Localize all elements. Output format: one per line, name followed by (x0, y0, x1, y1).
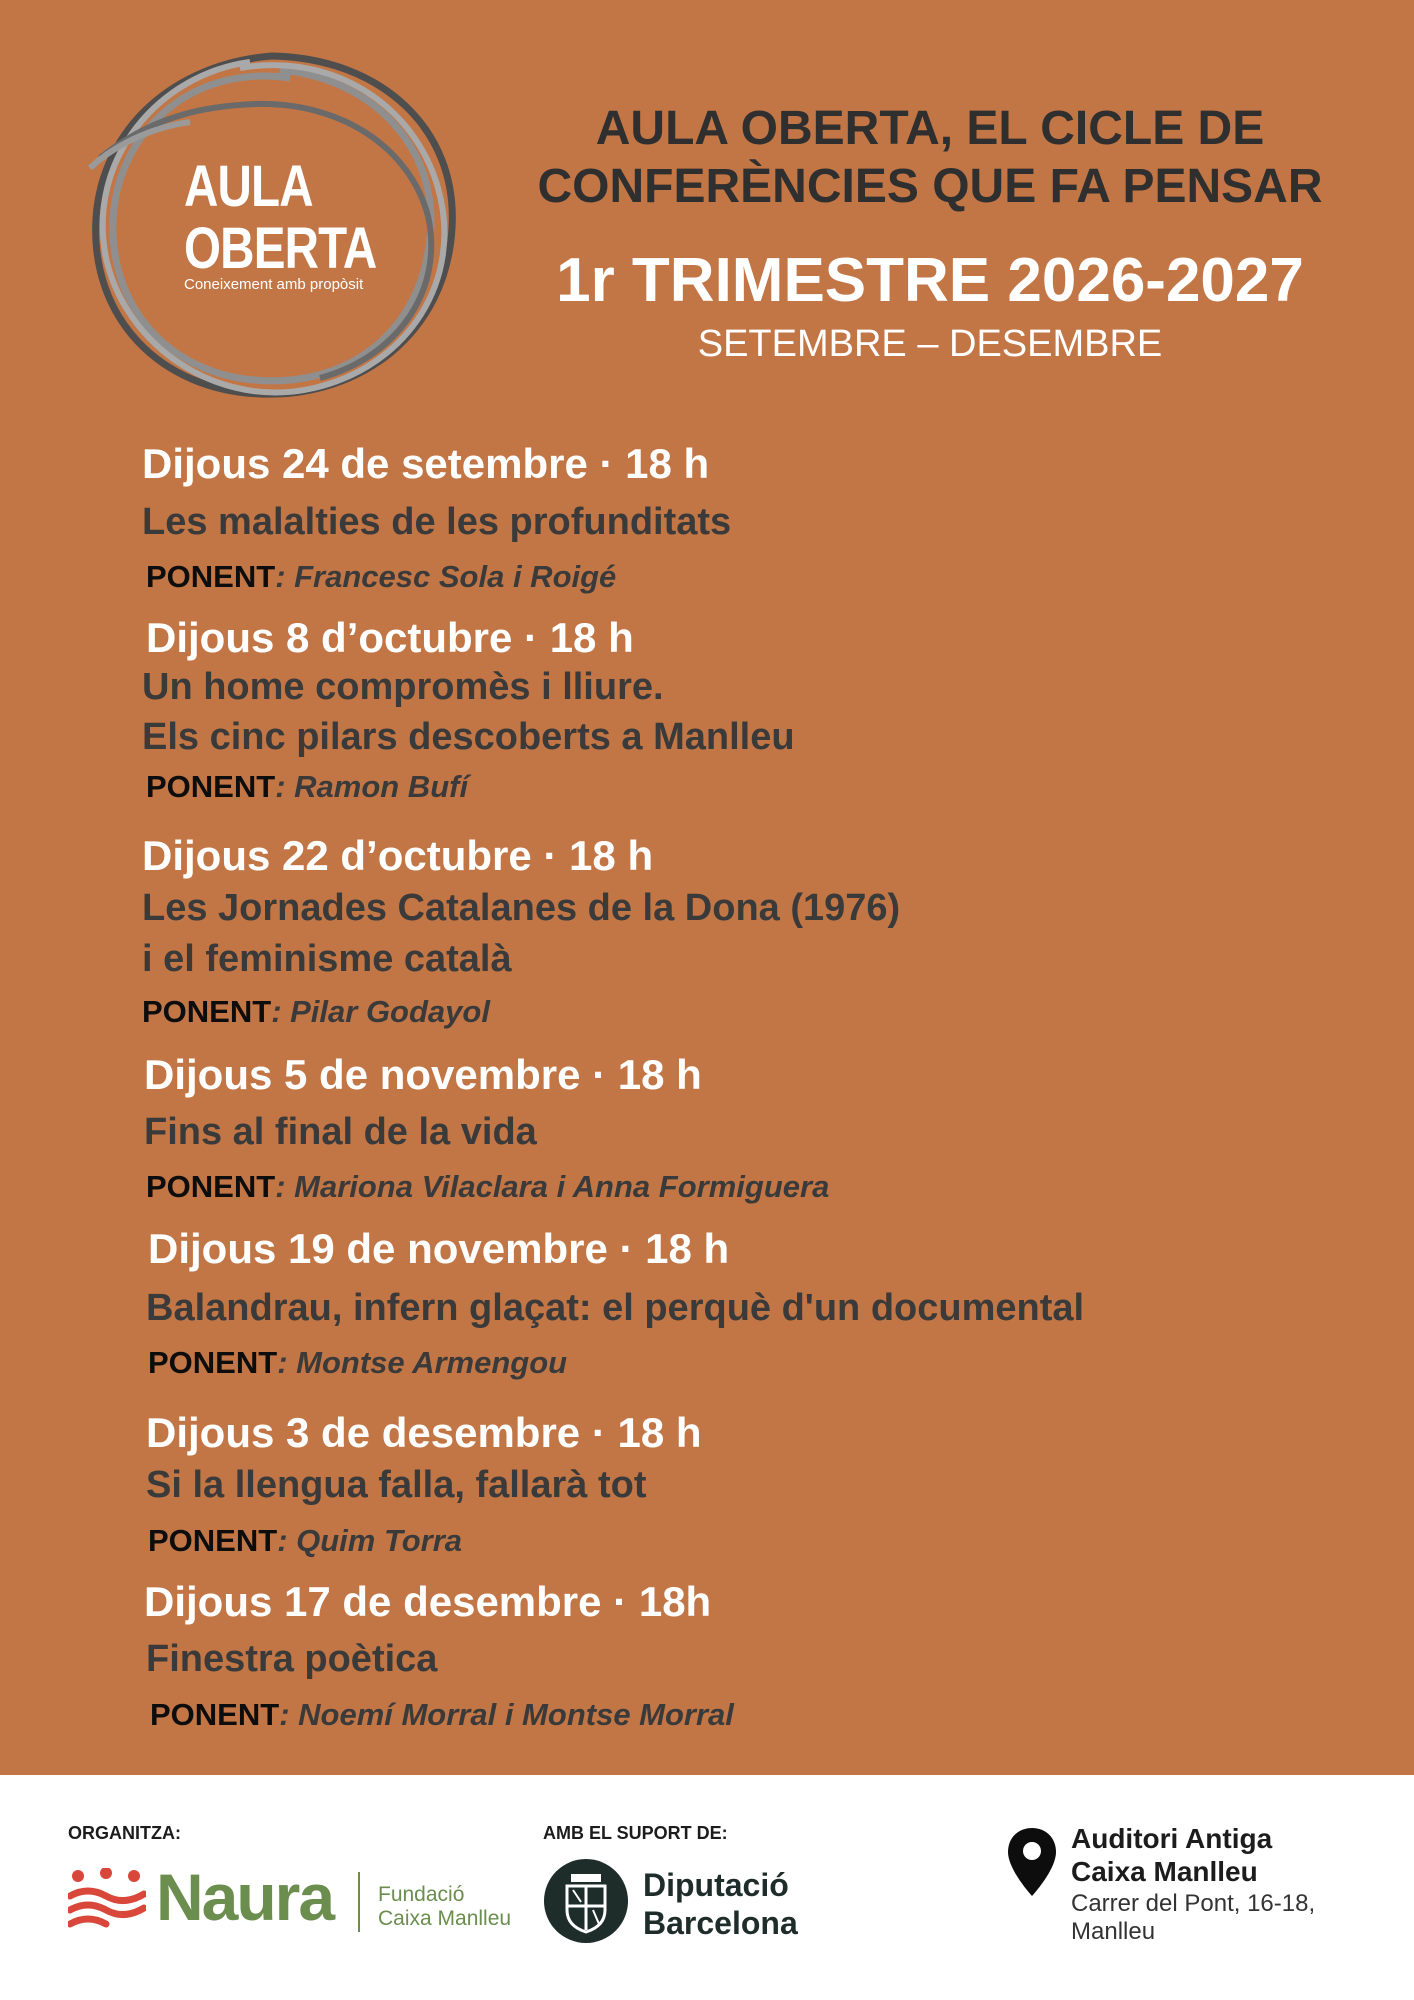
diputacio-line-1: Diputació (643, 1867, 789, 1903)
event-date: Dijous 24 de setembre · 18 h (142, 440, 710, 487)
speaker-name: : Montse Armengou (277, 1345, 568, 1380)
event-date: Dijous 5 de novembre · 18 h (144, 1051, 702, 1098)
event-title: Si la llengua falla, fallarà tot (146, 1464, 647, 1506)
event-speaker (148, 1344, 567, 1382)
diputacio-line-2: Barcelona (643, 1905, 798, 1941)
diputacio-wordmark (643, 1866, 798, 1942)
event-date: Dijous 19 de novembre · 18 h (148, 1225, 730, 1272)
speaker-name: : Ramon Bufí (275, 769, 469, 804)
naura-divider (358, 1872, 360, 1932)
event-title: Balandrau, infern glaçat: el perquè d'un documental (146, 1287, 1085, 1329)
speaker-name: : Francesc Sola i Roigé (275, 559, 617, 594)
venue-address-line-1: Carrer del Pont, 16-18, (1071, 1890, 1316, 1917)
event-title: Fins al final de la vida (144, 1111, 537, 1153)
suport-label: AMB EL SUPORT DE: (543, 1823, 728, 1843)
logo-tagline: Coneixement amb propòsit (184, 276, 364, 293)
headline-line-1: AULA OBERTA, EL CICLE DE (595, 102, 1265, 155)
naura-subtitle-line-2: Caixa Manlleu (378, 1907, 512, 1930)
speaker-label: PONENT (148, 1345, 278, 1380)
event-title: Les malalties de les profunditats (142, 501, 732, 543)
speaker-name: : Quim Torra (277, 1523, 463, 1558)
naura-waves-icon (68, 1868, 146, 1930)
speaker-label: PONENT (146, 769, 276, 804)
event-title: Un home compromès i lliure. (142, 666, 664, 708)
naura-subtitle (378, 1883, 511, 1931)
logo-line-1: AULA (184, 154, 313, 219)
event-date: Dijous 17 de desembre · 18h (144, 1578, 712, 1625)
venue-name (1071, 1822, 1272, 1888)
event-speaker (148, 1522, 462, 1560)
headline-line-2: CONFERÈNCIES QUE FA PENSAR (537, 160, 1323, 213)
event-date: Dijous 8 d’octubre · 18 h (146, 614, 634, 661)
event-speaker (142, 993, 490, 1031)
naura-subtitle-line-1: Fundació (378, 1883, 465, 1906)
logo-line-2: OBERTA (184, 216, 377, 281)
logo-wordmark (184, 156, 376, 280)
page-title (500, 100, 1360, 216)
event-title-line-2: Els cinc pilars descoberts a Manlleu (142, 716, 795, 758)
event-title: Finestra poètica (146, 1638, 438, 1680)
months-range: SETEMBRE – DESEMBRE (697, 323, 1163, 365)
speaker-label: PONENT (146, 559, 276, 594)
event-speaker (150, 1696, 734, 1734)
venue-address (1071, 1890, 1315, 1946)
event-date: Dijous 22 d’octubre · 18 h (142, 832, 654, 879)
event-speaker (146, 768, 468, 806)
speaker-label: PONENT (148, 1523, 278, 1558)
diputacio-seal-icon (543, 1858, 629, 1944)
aula-oberta-logo (80, 48, 470, 418)
organitza-label: ORGANITZA: (68, 1823, 181, 1843)
event-speaker (146, 558, 616, 596)
speaker-label: PONENT (150, 1697, 280, 1732)
speaker-label: PONENT (146, 1169, 276, 1204)
venue-name-line-2: Caixa Manlleu (1071, 1856, 1258, 1887)
venue-address-line-2: Manlleu (1071, 1918, 1156, 1945)
speaker-name: : Mariona Vilaclara i Anna Formiguera (275, 1169, 830, 1204)
event-title: Les Jornades Catalanes de la Dona (1976) (142, 887, 901, 929)
naura-wordmark: Naura (156, 1860, 334, 1934)
speaker-name: : Pilar Godayol (271, 994, 490, 1029)
speaker-name: : Noemí Morral i Montse Morral (279, 1697, 734, 1732)
map-pin-icon (1006, 1826, 1058, 1898)
venue-name-line-1: Auditori Antiga (1071, 1823, 1273, 1854)
event-title-line-2: i el feminisme català (142, 938, 512, 980)
event-date: Dijous 3 de desembre · 18 h (146, 1409, 702, 1456)
speaker-label: PONENT (142, 994, 272, 1029)
trimester-title: 1r TRIMESTRE 2026-2027 (556, 246, 1304, 315)
event-speaker (146, 1168, 829, 1206)
